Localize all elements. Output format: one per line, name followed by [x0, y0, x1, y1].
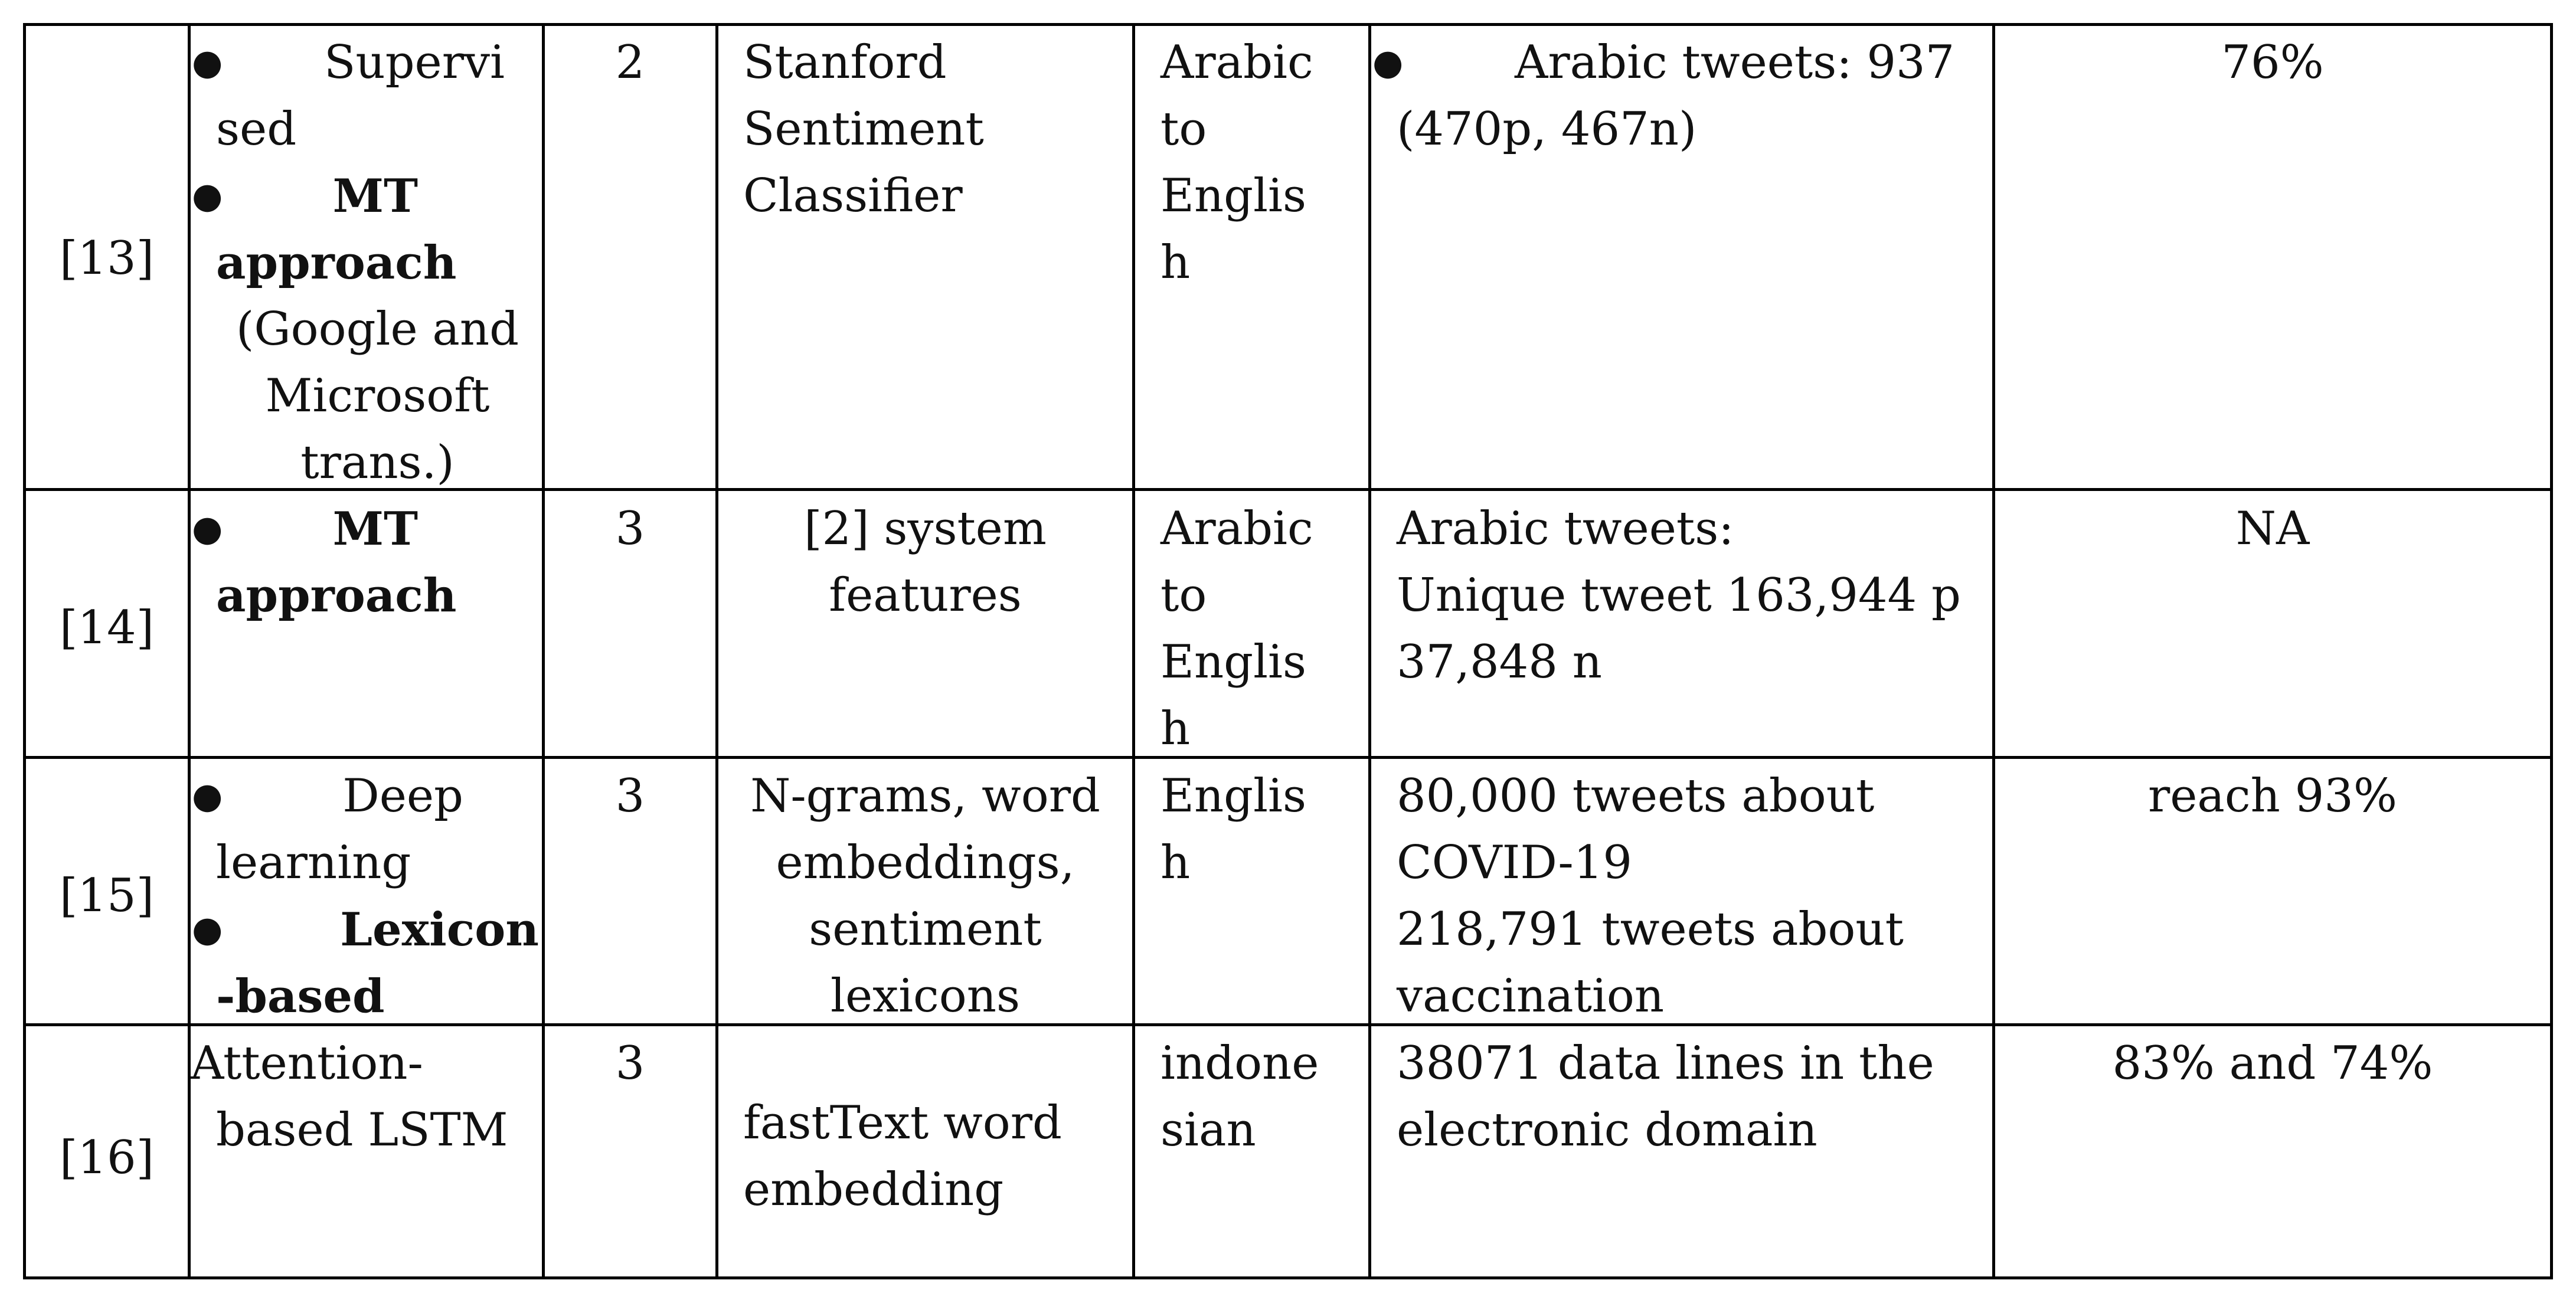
- count-cell: [545, 496, 715, 562]
- features-text: fastText word: [743, 1096, 1062, 1150]
- bullet-item: [191, 30, 539, 163]
- count-cell: [545, 1030, 715, 1097]
- ref-label: [13]: [59, 232, 155, 285]
- language-text: Englis: [1160, 169, 1307, 222]
- bullet-item: [191, 163, 539, 296]
- approach-text: -based: [216, 970, 385, 1023]
- language-text: h: [1160, 236, 1191, 289]
- approach-text: learning: [216, 836, 411, 889]
- ref-cell: [26, 863, 188, 929]
- ref-cell: [26, 1125, 188, 1191]
- accuracy-cell: [1995, 30, 2550, 96]
- dataset-text: vaccination: [1397, 970, 1665, 1023]
- bullet-icon: ●: [192, 775, 223, 817]
- language-text: Englis: [1160, 770, 1307, 823]
- bullet-item: [1371, 30, 1991, 163]
- language-cell: [1160, 30, 1367, 296]
- dataset-text: COVID-19: [1397, 836, 1632, 889]
- bullet-icon: ●: [1372, 42, 1404, 83]
- bullet-item: [191, 496, 539, 629]
- approach-cell: [191, 1030, 539, 1164]
- dataset-text: 37,848 n: [1397, 636, 1602, 689]
- approach-text: Deep: [342, 770, 463, 823]
- language-text: h: [1160, 836, 1191, 889]
- dataset-text: (470p, 467n): [1397, 103, 1697, 156]
- table-border-bottom: [23, 1276, 2553, 1279]
- language-cell: [1160, 763, 1367, 896]
- language-text: sian: [1160, 1104, 1256, 1157]
- accuracy-value: 83% and 74%: [2112, 1037, 2433, 1090]
- dataset-text: Arabic tweets: 937: [1515, 36, 1955, 89]
- dataset-cell: [1397, 496, 1987, 696]
- ref-label: [15]: [59, 869, 155, 922]
- dataset-text: electronic domain: [1397, 1104, 1817, 1157]
- features-cell: [718, 763, 1132, 1030]
- ref-label: [16]: [59, 1131, 155, 1184]
- column-divider: [715, 23, 718, 1279]
- approach-text: based LSTM: [216, 1104, 508, 1157]
- dataset-cell: [1371, 30, 1991, 163]
- accuracy-cell: [1995, 1030, 2550, 1097]
- features-text: features: [829, 569, 1022, 622]
- approach-text: trans.): [300, 436, 455, 489]
- accuracy-value: NA: [2235, 502, 2310, 555]
- language-text: Arabic: [1160, 502, 1313, 555]
- features-text: embeddings,: [776, 836, 1075, 889]
- count-cell: [545, 763, 715, 830]
- ref-cell: [26, 225, 188, 292]
- approach-text: MT: [332, 502, 418, 556]
- count-value: 2: [615, 36, 645, 89]
- approach-text: (Google and: [236, 303, 519, 356]
- features-text: [2] system: [804, 502, 1047, 555]
- count-value: 3: [615, 1037, 645, 1090]
- features-cell: [718, 496, 1132, 629]
- table-border-top: [23, 23, 2553, 26]
- bullet-icon: ●: [192, 175, 223, 217]
- features-text: N-grams, word: [750, 770, 1100, 823]
- bullet-item: [191, 763, 539, 896]
- approach-text: sed: [216, 103, 297, 156]
- accuracy-value: 76%: [2221, 36, 2324, 89]
- features-text: embedding: [743, 1163, 1004, 1216]
- dataset-text: 80,000 tweets about: [1397, 770, 1875, 823]
- bullet-icon: ●: [192, 909, 223, 950]
- language-text: h: [1160, 702, 1191, 755]
- accuracy-value: reach 93%: [2147, 770, 2398, 823]
- approach-text: approach: [216, 569, 457, 623]
- approach-cell: [191, 763, 539, 1030]
- column-divider: [1368, 23, 1371, 1279]
- approach-cell: [191, 30, 539, 496]
- bullet-icon: ●: [192, 508, 223, 549]
- approach-text: approach: [216, 236, 457, 290]
- language-text: to: [1160, 103, 1207, 156]
- features-text: sentiment: [809, 903, 1042, 956]
- accuracy-cell: [1995, 763, 2550, 830]
- language-cell: [1160, 496, 1367, 762]
- features-text: Sentiment: [743, 103, 984, 156]
- approach-text: MT: [332, 169, 418, 223]
- features-text: Stanford: [743, 36, 947, 89]
- approach-text: Attention-: [191, 1037, 423, 1090]
- features-cell: [743, 1090, 1127, 1223]
- approach-text: Lexicon: [340, 903, 539, 957]
- ref-label: [14]: [59, 601, 155, 654]
- count-value: 3: [615, 502, 645, 555]
- features-text: Classifier: [743, 169, 963, 222]
- count-cell: [545, 30, 715, 96]
- bullet-item: [191, 896, 539, 1030]
- dataset-text: 38071 data lines in the: [1397, 1037, 1934, 1090]
- accuracy-cell: [1995, 496, 2550, 562]
- dataset-cell: [1397, 763, 1987, 1030]
- language-text: Arabic: [1160, 36, 1313, 89]
- approach-text: Supervi: [323, 36, 505, 89]
- language-cell: [1160, 1030, 1367, 1164]
- language-text: Englis: [1160, 636, 1307, 689]
- features-cell: [743, 30, 1127, 230]
- count-value: 3: [615, 770, 645, 823]
- language-text: to: [1160, 569, 1207, 622]
- column-divider: [1132, 23, 1135, 1279]
- approach-cell: [191, 496, 539, 629]
- table-border-right: [2550, 23, 2553, 1279]
- dataset-text: Arabic tweets:: [1397, 502, 1734, 555]
- dataset-text: Unique tweet 163,944 p: [1397, 569, 1961, 622]
- dataset-cell: [1397, 1030, 1987, 1164]
- ref-cell: [26, 595, 188, 662]
- language-text: indone: [1160, 1037, 1319, 1090]
- bullet-icon: ●: [192, 42, 223, 83]
- features-text: lexicons: [831, 970, 1020, 1023]
- dataset-text: 218,791 tweets about: [1397, 903, 1904, 956]
- approach-text: Microsoft: [265, 369, 490, 423]
